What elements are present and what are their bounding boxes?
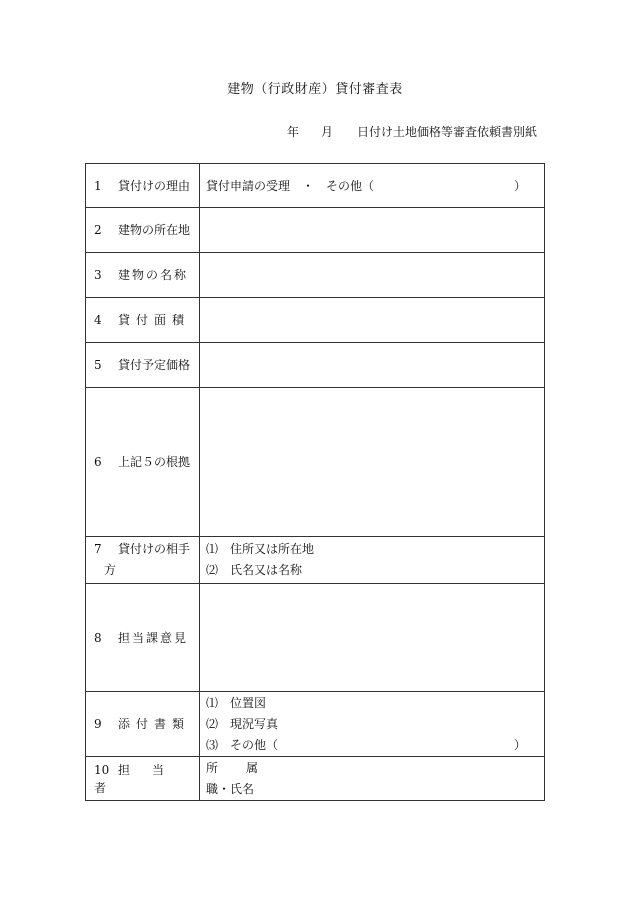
document-title: 建物（行政財産）貸付審査表 bbox=[227, 82, 403, 97]
row-number: 10 bbox=[94, 762, 110, 777]
lending-reason-field[interactable] bbox=[200, 164, 545, 208]
label-text: 建物の所在地 bbox=[118, 223, 191, 237]
row-number: 3 bbox=[94, 268, 102, 282]
label-text: 貸付予定価格 bbox=[118, 358, 191, 372]
dateline-text: 日付け土地価格等審査依頼書別紙 bbox=[357, 125, 538, 139]
table-row bbox=[86, 692, 545, 757]
lending-area-field[interactable] bbox=[200, 298, 545, 343]
list-item bbox=[206, 714, 544, 735]
row-number: 1 bbox=[94, 178, 102, 193]
label-text: 担当者 bbox=[94, 762, 187, 795]
label-text: 貸付けの理由 bbox=[118, 178, 191, 193]
row-label bbox=[86, 298, 200, 343]
table-row bbox=[86, 164, 545, 208]
affiliation-label-a: 所 bbox=[206, 760, 219, 775]
lending-reason-options: 貸付申請の受理 ・ その他（ bbox=[206, 178, 375, 193]
row-label bbox=[86, 208, 200, 253]
building-name-field[interactable] bbox=[200, 253, 545, 298]
item-number: ⑶ bbox=[206, 737, 219, 752]
department-opinion-field[interactable] bbox=[200, 584, 545, 692]
row-number: 2 bbox=[94, 223, 102, 237]
item-number: ⑵ bbox=[206, 716, 219, 731]
row-label bbox=[86, 388, 200, 537]
title-name-line: 職・氏名 bbox=[206, 781, 255, 796]
attachments-field[interactable] bbox=[200, 692, 545, 757]
label-text-continued: 方 bbox=[104, 563, 117, 577]
row-label bbox=[86, 537, 200, 584]
dateline bbox=[287, 123, 537, 140]
table-row bbox=[86, 757, 545, 801]
row-number: 5 bbox=[94, 358, 102, 372]
label-text: 貸付面積 bbox=[118, 313, 191, 327]
row-number: 9 bbox=[94, 717, 102, 731]
row-label bbox=[86, 343, 200, 388]
list-item bbox=[206, 539, 544, 560]
row-label bbox=[86, 757, 200, 801]
counterparty-field[interactable] bbox=[200, 537, 545, 584]
item-number: ⑴ bbox=[206, 542, 219, 556]
close-paren: ） bbox=[513, 178, 526, 193]
table-row bbox=[86, 208, 545, 253]
row-label bbox=[86, 164, 200, 208]
affiliation-label-b: 属 bbox=[246, 760, 259, 775]
list-item bbox=[206, 560, 544, 581]
row-number: 6 bbox=[94, 455, 102, 469]
table-row bbox=[86, 253, 545, 298]
planned-price-field[interactable] bbox=[200, 343, 545, 388]
row-number: 4 bbox=[94, 313, 102, 327]
dateline-month: 月 bbox=[321, 125, 334, 139]
label-text: 添付書類 bbox=[118, 717, 191, 731]
list-item bbox=[206, 735, 544, 756]
dateline-year: 年 bbox=[287, 125, 300, 139]
row-number: 8 bbox=[94, 630, 102, 645]
review-form-table bbox=[85, 163, 545, 801]
row-number: 7 bbox=[94, 542, 102, 556]
label-text: 上記５の根拠 bbox=[118, 455, 191, 469]
row-label bbox=[86, 584, 200, 692]
item-number: ⑴ bbox=[206, 695, 219, 710]
table-row bbox=[86, 584, 545, 692]
item-text: 住所又は所在地 bbox=[230, 542, 315, 556]
label-text: 担当課意見 bbox=[118, 630, 189, 645]
row-label bbox=[86, 692, 200, 757]
table-row bbox=[86, 388, 545, 537]
affiliation-line bbox=[206, 758, 544, 779]
label-text: 貸付けの相手 bbox=[118, 542, 191, 556]
table-row bbox=[86, 343, 545, 388]
table-row bbox=[86, 298, 545, 343]
building-location-field[interactable] bbox=[200, 208, 545, 253]
item-text: 氏名又は名称 bbox=[230, 563, 303, 577]
label-text: 建物の名称 bbox=[118, 268, 189, 282]
row-label bbox=[86, 253, 200, 298]
table-row bbox=[86, 537, 545, 584]
person-in-charge-field[interactable] bbox=[200, 757, 545, 801]
item-number: ⑵ bbox=[206, 563, 219, 577]
close-paren: ） bbox=[513, 737, 526, 752]
list-item bbox=[206, 693, 544, 714]
item-text: 現況写真 bbox=[230, 716, 279, 731]
price-basis-field[interactable] bbox=[200, 388, 545, 537]
item-text: その他（ bbox=[230, 737, 279, 752]
item-text: 位置図 bbox=[230, 695, 267, 710]
